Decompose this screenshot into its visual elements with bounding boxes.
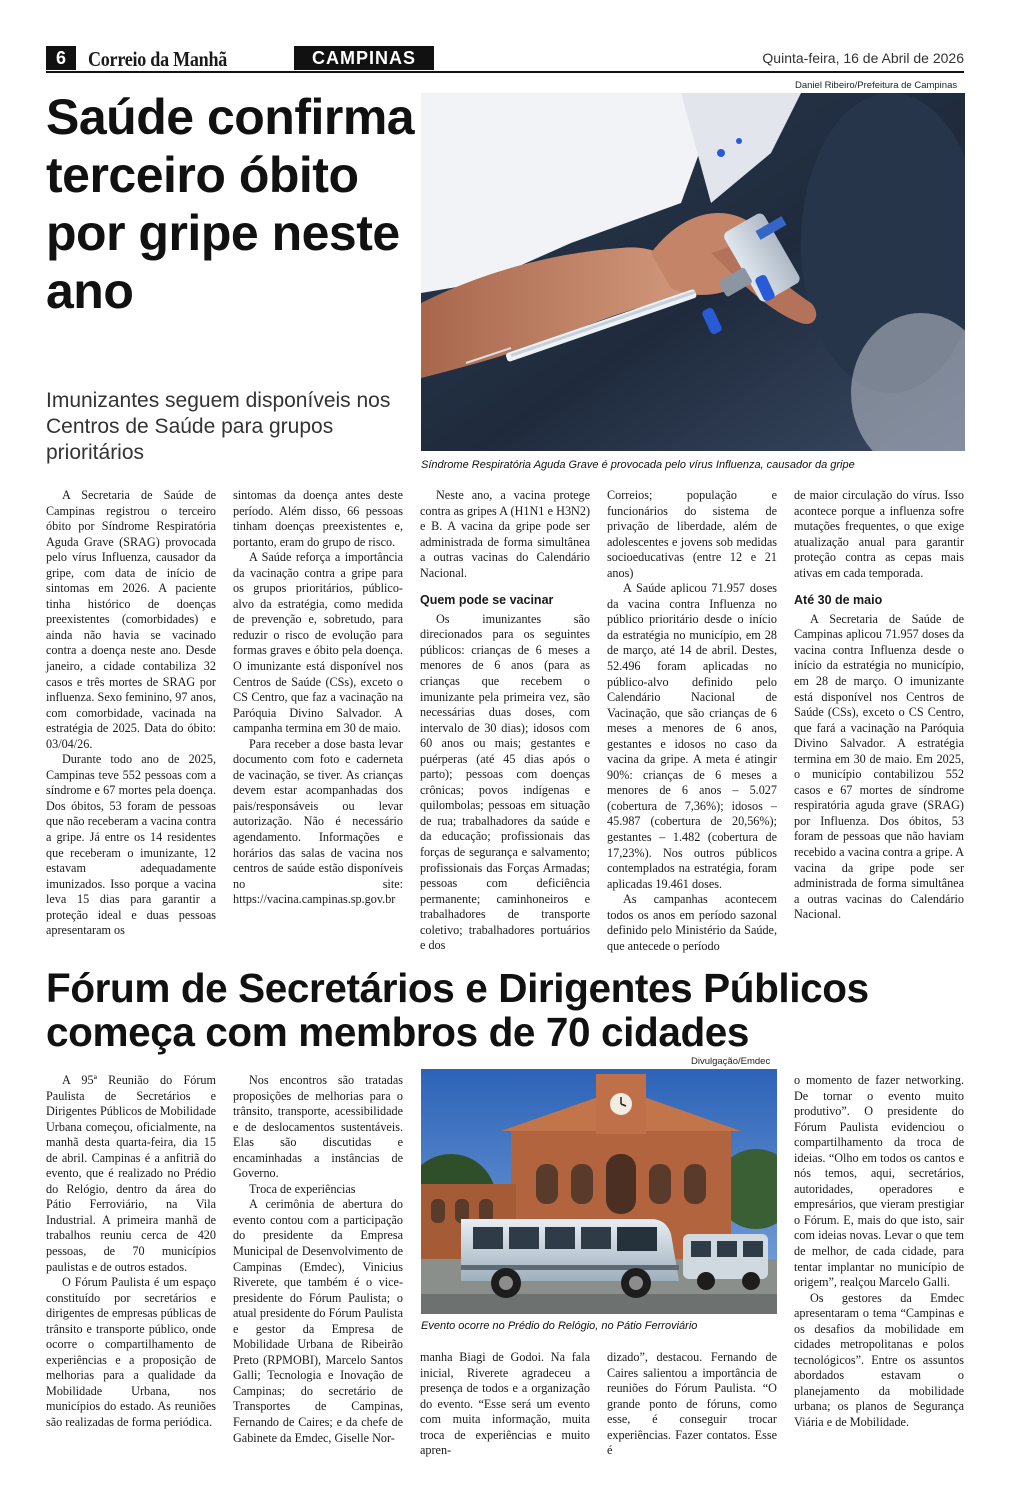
paragraph: Os gestores da Emdec apresentaram o tema “Campinas e os desafios da mobilidade em cidades metropolitanas e polos tecnológicos”. Entre os assuntos abordados estavam o planejamento da mobilidade urbana; os planos de Segurança Viária e de Mobilidade. (794, 1290, 964, 1430)
header-rule (46, 71, 964, 73)
article1-column-5 (794, 488, 964, 923)
article2-column-1 (46, 1073, 216, 1431)
article1-photo-caption: Síndrome Respiratória Aguda Grave é provocada pelo vírus Influenza, causador da gripe (421, 459, 855, 471)
issue-date: Quinta-feira, 16 de Abril de 2026 (762, 50, 964, 66)
paragraph: Neste ano, a vacina protege contra as gripes A (H1N1 e H3N2) e B. A vacina da gripe pode ser administrada de forma simultânea a outras vacinas do Calendário Nacional. (420, 488, 590, 580)
section-label: CAMPINAS (294, 46, 434, 70)
paragraph: A Saúde aplicou 71.957 doses da vacina contra Influenza no público prioritário desde o início da estratégia no município, em 28 de março, até 14 de abril. Destes, 52.496 foram aplicadas no público-alvo definido pelo Calendário Nacional de Vacinação, que são crianças de 6 meses a menores de 6 anos, gestantes e idosos no caso da vacina da gripe. A meta é atingir 90%: crianças de 6 meses a menores de 6 anos – 5.027 (cobertura de 7,36%); idosos – 45.987 (cobertura de 20,56%); gestantes – 1.482 (cobertura de 17,23%). Nos outros públicos contemplados na estratégia, foram aplicadas 19.461 doses. (607, 581, 777, 891)
article2-headline: Fórum de Secretários e Dirigentes Públicos começa com membros de 70 cidades (46, 965, 869, 1055)
paragraph: o momento de fazer networking. De tornar o evento muito produtivo”. O presidente do Fórum Paulista evidenciou o compartilhamento da troca de ideias. “Olho em todos os cantos e nós temos, aqui, secretários, autoridades, operadores e empresários, que vieram prestigiar o Fórum. E, mais do que isto, sair com ideias novas. Levar o que tem de melhor, de cada cidade, para tentar implantar no município de origem”, realçou Marcelo Galli. (794, 1073, 964, 1290)
article2-column-2 (233, 1073, 403, 1446)
article1-column-3 (420, 488, 590, 954)
article2-column-5 (794, 1073, 964, 1431)
paragraph: Para receber a dose basta levar documento com foto e caderneta de vacinação, se tiver. As crianças devem estar acompanhadas dos pais/responsáveis ou levar autorização. Não é necessário agendamento. Informações e horários das salas de vacina nos centros de saúde estão disponíveis no site: https://vacina.campinas.sp.gov.br (233, 736, 403, 907)
paragraph: manha Biagi de Godoi. Na fala inicial, Riverete agradeceu a presença de todos e a organização do evento. “Esse será um evento com muita informação, muita troca de experiências e muito apren- (420, 1350, 590, 1458)
paragraph: Nos encontros são tratadas proposições de melhorias para o trânsito, transporte, acessibilidade e de deslocamentos sustentáveis. Elas são discutidas e encaminhadas a instâncias de Governo. (233, 1073, 403, 1181)
article1-photo-vaccine (421, 93, 965, 451)
masthead-logo: Correio da Manhã (88, 47, 228, 71)
paragraph: A Saúde reforça a importância da vacinação contra a gripe para os grupos prioritários, público-alvo da estratégia, como medida de prevenção e, sobretudo, para reduzir o risco de evolução para formas graves e óbito pela doença. O imunizante está disponível nos Centros de Saúde (CSs), exceto o CS Centro, que faz a vacinação na Paróquia Divino Salvador. A campanha termina em 30 de maio. (233, 550, 403, 736)
paragraph: A Secretaria de Saúde de Campinas aplicou 71.957 doses da vacina contra Influenza desde o início da estratégia no município, em 28 de março. O imunizante está disponível nos Centros de Saúde (CSs), exceto o CS Centro, que fará a vacinação na Paróquia Divino Salvador. A estratégia termina em 30 de maio. Em 2025, o município contabilizou 552 casos e 67 mortes de síndrome respiratória aguda grave (SRAG) por Influenza. Dos óbitos, 53 foram de pessoas que não haviam recebido a vacina contra a gripe. A vacina da gripe pode ser administrada de forma simultânea a outras vacinas do Calendário Nacional. (794, 611, 964, 922)
paragraph: de maior circulação do vírus. Isso acontece porque a influenza sofre mutações frequentes, o que exige atualização anual para garantir proteção contra as cepas mais ativas em cada temporada. (794, 488, 964, 580)
page-header (46, 46, 964, 72)
paragraph: Durante todo ano de 2025, Campinas teve 552 pessoas com a síndrome e 67 mortes pela doença. Dos óbitos, 53 foram de pessoas que não receberam a vacina contra a gripe. Já entre os 14 residentes que receberam o imunizante, 12 estavam adequadamente imunizados. Isso porque a vacina leva 15 dias para garantir a proteção ideal e duas pessoas apresentaram os (46, 752, 216, 938)
paragraph: A Secretaria de Saúde de Campinas registrou o terceiro óbito por Síndrome Respiratória Aguda Grave (SRAG) provocada pelo vírus Influenza, causador da gripe, com data de início de sintomas em 2026. A paciente tinha histórico de doenças preexistentes (comorbidades) e ainda não havia se vacinado contra a doença neste ano. Desde janeiro, a cidade contabiliza 32 casos e três mortes de SRAG por influenza. Sexo feminino, 97 anos, com comorbidade, vacinada na estratégia de 2025. Data do óbito: 03/04/26. (46, 488, 216, 751)
article2-subhead-troca: Troca de experiências (249, 1181, 356, 1196)
paragraph: As campanhas acontecem todos os anos em período sazonal definido pelo Ministério da Saúde, que antecede o período (607, 892, 777, 953)
article1-subhead-quem: Quem pode se vacinar (420, 593, 554, 608)
page-number: 6 (46, 46, 76, 70)
article2-column-4 (607, 1350, 777, 1459)
paragraph: A 95ª Reunião do Fórum Paulista de Secretários e Dirigentes Públicos de Mobilidade Urbana começou, oficialmente, na manhã desta quarta-feira, dia 15 de abril. Campinas é a anfitriã do evento, que é realizado no Prédio do Relógio, dentro da área do Pátio Ferroviário, na Vila Industrial. A primeira manhã de trabalhos reuniu cerca de 420 pessoas, de 70 municípios paulistas e de outros estados. (46, 1073, 216, 1274)
article1-column-1 (46, 488, 216, 939)
article2-photo-building (421, 1069, 777, 1314)
paragraph: sintomas da doença antes deste período. Além disso, 66 pessoas tinham doenças preexistentes e, portanto, eram do grupo de risco. (233, 488, 403, 549)
article1-subhead-maio: Até 30 de maio (794, 593, 883, 608)
paragraph: O Fórum Paulista é um espaço constituído por secretários e dirigentes de empresas públicas de trânsito e transporte público, onde ocorre o compartilhamento de experiências e a proposição de melhorias para a qualidade da Mobilidade Urbana, nos municípios do estado. As reuniões são realizadas de forma periódica. (46, 1275, 216, 1430)
article1-column-2 (233, 488, 403, 908)
paragraph: Correios; população e funcionários do sistema de privação de liberdade, além de adolescentes e jovens sob medidas socioeducativas (entre 12 e 21 anos) (607, 488, 777, 580)
article2-photo-credit: Divulgação/Emdec (691, 1056, 771, 1067)
article2-photo-caption: Evento ocorre no Prédio do Relógio, no Pátio Ferroviário (421, 1320, 698, 1332)
paragraph: dizado”, destacou. Fernando de Caires salientou a importância de reuniões do Fórum Paulista. “O grande ponto de fóruns, como esse, é conseguir trocar experiências. Fazer contatos. Esse é (607, 1350, 777, 1458)
paragraph: Os imunizantes são direcionados para os seguintes públicos: crianças de 6 meses a menores de 6 anos (para as crianças que recebem o imunizante pela primeira vez, são necessárias duas doses, com intervalo de 30 dias); idosos com 60 anos ou mais; gestantes e puérperas (até 45 dias após o parto); pessoas com doenças crônicas; povos indígenas e quilombolas; pessoas em situação de rua; trabalhadores da saúde e da educação; profissionais das forças de segurança e salvamento; profissionais das Forças Armadas; pessoas com deficiência permanente; caminhoneiros e trabalhadores de transporte coletivo; trabalhadores portuários e dos (420, 611, 590, 953)
article1-photo-credit: Daniel Ribeiro/Prefeitura de Campinas (795, 80, 958, 91)
paragraph: A cerimônia de abertura do evento contou com a participação do presidente da Empresa Municipal de Desenvolvimento de Campinas (Emdec), Vinicius Riverete, que também é o vice-presidente do Fórum Paulista; o atual presidente do Fórum Paulista e gestor da Empresa de Mobilidade Urbana de Ribeirão Preto (RPMOBI), Marcelo Santos Galli; Tecnologia e Inovação de Campinas; do secretário de Transportes de Campinas, Fernando de Caires; e da chefe de Gabinete da Emdec, Giselle Nor- (233, 1197, 403, 1445)
article2-column-3 (420, 1350, 590, 1459)
article1-headline: Saúde confirma terceiro óbito por gripe neste ano (46, 89, 415, 319)
article1-subheadline: Imunizantes seguem disponíveis nos Centros de Saúde para grupos prioritários (46, 389, 391, 464)
article1-column-4 (607, 488, 777, 954)
